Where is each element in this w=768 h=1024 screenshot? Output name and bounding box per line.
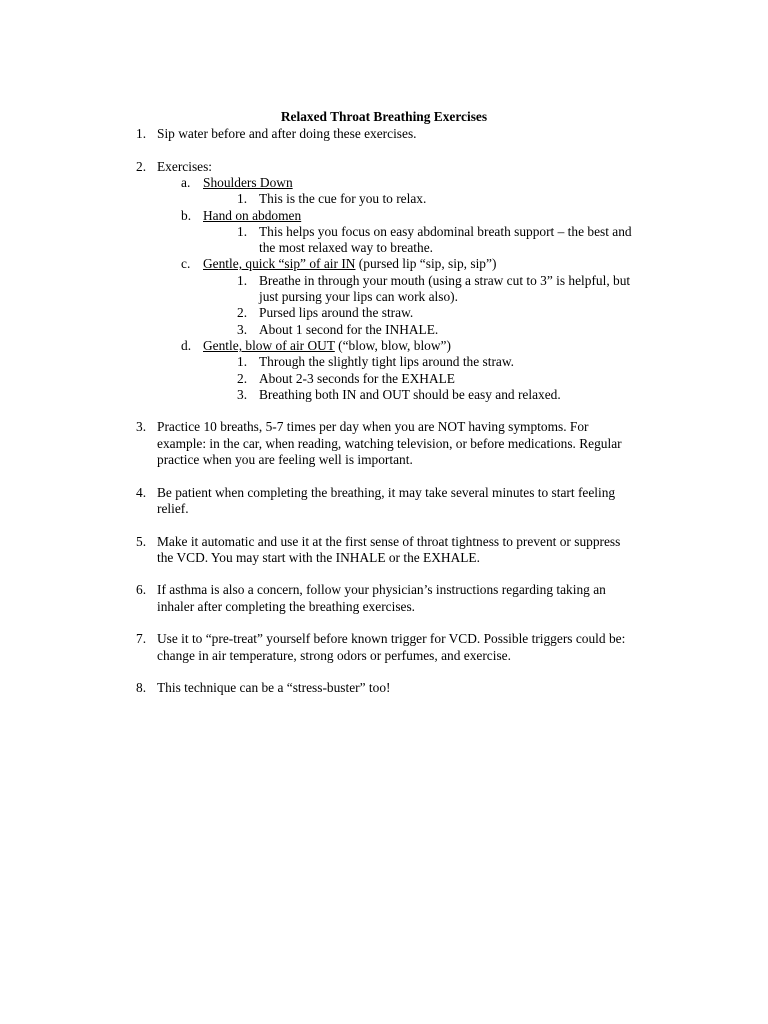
- point-number: 3.: [237, 387, 248, 402]
- sub-item-letter: d.: [181, 338, 192, 353]
- item-text: relief.: [157, 501, 189, 516]
- point-number: 1.: [237, 191, 248, 206]
- point-text: This helps you focus on easy abdominal breath support – the best and: [259, 224, 632, 239]
- item-number: 7.: [136, 631, 147, 646]
- item-text: Sip water before and after doing these exercises.: [157, 126, 417, 141]
- point-number: 1.: [237, 273, 248, 288]
- point-number: 2.: [237, 305, 248, 320]
- item-text: the VCD. You may start with the INHALE or the EXHALE.: [157, 550, 480, 565]
- sub-item-heading-underlined: Gentle, quick “sip” of air IN: [203, 256, 356, 271]
- point-text: Breathe in through your mouth (using a straw cut to 3” is helpful, but: [259, 273, 631, 288]
- sub-item-heading-underlined: Shoulders Down: [203, 175, 293, 190]
- item-text: Be patient when completing the breathing, it may take several minutes to start feeling: [157, 485, 616, 500]
- item-text: This technique can be a “stress-buster” too!: [157, 680, 391, 695]
- point-text: This is the cue for you to relax.: [259, 191, 427, 206]
- item-number: 3.: [136, 419, 147, 434]
- point-text: Through the slightly tight lips around the straw.: [259, 354, 515, 369]
- item-number: 4.: [136, 485, 147, 500]
- item-number: 8.: [136, 680, 147, 695]
- point-text: just pursing your lips can work also).: [259, 289, 458, 304]
- sub-item-letter: b.: [181, 208, 192, 223]
- sub-item-heading: [203, 175, 293, 191]
- point-text: About 1 second for the INHALE.: [259, 322, 439, 337]
- item-text: inhaler after completing the breathing exercises.: [157, 599, 416, 614]
- sub-item-heading: [203, 338, 451, 354]
- item-text: Use it to “pre-treat” yourself before known trigger for VCD. Possible triggers could be:: [157, 631, 626, 646]
- sub-item-letter: c.: [181, 256, 191, 271]
- sub-item-heading-underlined: Hand on abdomen: [203, 208, 302, 223]
- point-text: the most relaxed way to breathe.: [259, 240, 434, 255]
- item-number: 5.: [136, 534, 147, 549]
- sub-item-heading-note: (“blow, blow, blow”): [334, 338, 451, 353]
- point-number: 2.: [237, 371, 248, 386]
- item-text: Make it automatic and use it at the first sense of throat tightness to prevent or suppress: [157, 534, 621, 549]
- sub-item-letter: a.: [181, 175, 191, 190]
- sub-item-heading-note: (pursed lip “sip, sip, sip”): [355, 256, 497, 271]
- point-number: 1.: [237, 354, 248, 369]
- item-text: change in air temperature, strong odors or perfumes, and exercise.: [157, 648, 511, 663]
- item-text: example: in the car, when reading, watching television, or before medications. Regular: [157, 436, 622, 451]
- sub-item-heading: [203, 256, 496, 272]
- item-number: 1.: [136, 126, 147, 141]
- item-number: 2.: [136, 159, 147, 174]
- item-text: If asthma is also a concern, follow your physician’s instructions regarding taking an: [157, 582, 606, 597]
- point-number: 1.: [237, 224, 248, 239]
- sub-item-heading: [203, 208, 301, 224]
- point-text: Pursed lips around the straw.: [259, 305, 414, 320]
- item-text: Exercises:: [157, 159, 213, 174]
- item-text: practice when you are feeling well is important.: [157, 452, 413, 467]
- point-text: Breathing both IN and OUT should be easy and relaxed.: [259, 387, 561, 402]
- document-title: Relaxed Throat Breathing Exercises: [280, 109, 488, 124]
- sub-item-heading-underlined: Gentle, blow of air OUT: [203, 338, 335, 353]
- item-text: Practice 10 breaths, 5-7 times per day when you are NOT having symptoms. For: [157, 419, 589, 434]
- point-number: 3.: [237, 322, 248, 337]
- item-number: 6.: [136, 582, 147, 597]
- point-text: About 2-3 seconds for the EXHALE: [259, 371, 455, 386]
